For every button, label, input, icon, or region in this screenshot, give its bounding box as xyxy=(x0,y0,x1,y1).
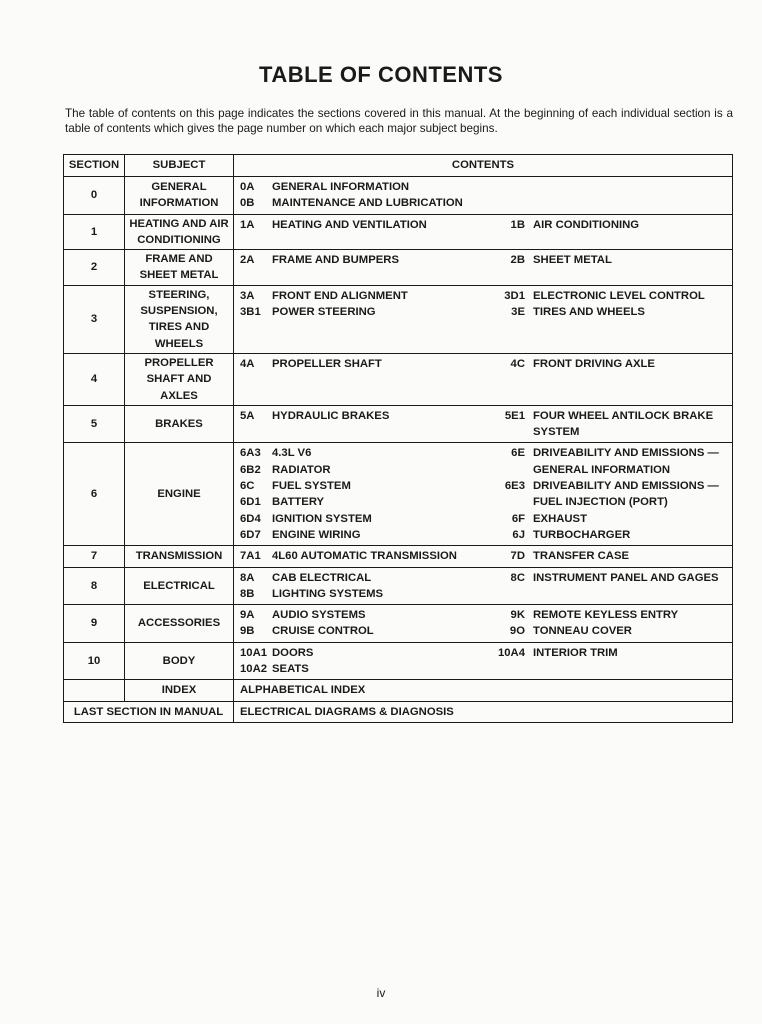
entry-title: POWER STEERING xyxy=(272,306,376,319)
entry-code: 6A3 xyxy=(240,447,261,460)
entry-code: 6D7 xyxy=(240,528,261,541)
contents-columns xyxy=(240,645,732,678)
entry-title: DRIVEABILITY AND EMISSIONS — FUEL INJECTION (PORT) xyxy=(533,480,719,509)
entry-code: 3A xyxy=(240,289,255,302)
contents-cell xyxy=(234,177,733,215)
contents-cell xyxy=(234,642,733,680)
contents-right-column xyxy=(493,179,732,212)
entry-code: 10A2 xyxy=(240,663,268,676)
entry-code: 6E xyxy=(511,447,525,460)
entry-title: EXHAUST xyxy=(533,512,587,525)
entry-title: DRIVEABILITY AND EMISSIONS — GENERAL INFORMATION xyxy=(533,447,719,476)
entry-code: 4A xyxy=(240,357,255,370)
entry-title: ELECTRONIC LEVEL CONTROL xyxy=(533,289,705,302)
entry-code: 6B2 xyxy=(240,463,261,476)
intro-paragraph: The table of contents on this page indicates the sections covered in this manual. At the beginning of each individual section is a table of contents which gives the page number on which each major subject begins. xyxy=(65,107,733,135)
entry-title: FRONT END ALIGNMENT xyxy=(272,289,408,302)
index-section-cell xyxy=(64,680,125,701)
entry-code: 3B1 xyxy=(240,306,261,319)
table-row xyxy=(64,250,733,286)
contents-entry xyxy=(240,607,493,623)
entry-code: 7D xyxy=(510,550,525,563)
contents-entry xyxy=(240,408,493,424)
table-row xyxy=(64,214,733,250)
contents-right-column xyxy=(493,288,732,321)
table-row xyxy=(64,443,733,546)
entry-code: 5E1 xyxy=(504,409,525,422)
contents-entry xyxy=(493,304,732,320)
table-header-row xyxy=(64,155,733,177)
entry-code: 8C xyxy=(510,571,525,584)
contents-entry xyxy=(240,527,493,543)
contents-entry xyxy=(493,511,732,527)
index-subject: INDEX xyxy=(125,680,234,701)
contents-entry xyxy=(240,548,493,564)
entry-title: AIR CONDITIONING xyxy=(533,218,640,231)
contents-cell xyxy=(234,353,733,405)
last-section-contents: ELECTRICAL DIAGRAMS & DIAGNOSIS xyxy=(234,701,733,722)
entry-code: 0B xyxy=(240,197,255,210)
contents-entry xyxy=(493,527,732,543)
section-number: 3 xyxy=(64,285,125,353)
table-row xyxy=(64,353,733,405)
entry-title: GENERAL INFORMATION xyxy=(272,181,410,193)
contents-cell xyxy=(234,546,733,567)
entry-code: 1B xyxy=(510,218,525,231)
contents-entry xyxy=(240,586,493,602)
entry-title: SHEET METAL xyxy=(533,254,612,267)
index-contents: ALPHABETICAL INDEX xyxy=(234,680,733,701)
contents-entry xyxy=(493,408,732,441)
entry-title: LIGHTING SYSTEMS xyxy=(272,587,384,600)
contents-left-column xyxy=(240,288,493,321)
subject-cell: ENGINE xyxy=(125,443,234,546)
header-contents: CONTENTS xyxy=(234,155,733,177)
contents-entry xyxy=(493,252,732,268)
entry-code: 9K xyxy=(510,609,525,622)
contents-entry xyxy=(240,570,493,586)
section-number: 5 xyxy=(64,405,125,443)
contents-left-column xyxy=(240,252,493,268)
contents-columns xyxy=(240,445,732,543)
entry-code: 5A xyxy=(240,409,255,422)
subject-cell: PROPELLER SHAFT AND AXLES xyxy=(125,353,234,405)
entry-code: 2B xyxy=(510,254,525,267)
contents-entry xyxy=(240,252,493,268)
entry-title: TRANSFER CASE xyxy=(533,550,630,563)
contents-entry xyxy=(240,356,493,372)
section-number: 8 xyxy=(64,567,125,605)
subject-cell: GENERAL INFORMATION xyxy=(125,177,234,215)
contents-entry xyxy=(493,607,732,623)
entry-code: 6E3 xyxy=(504,480,525,493)
contents-entry xyxy=(240,304,493,320)
contents-left-column xyxy=(240,548,493,564)
subject-cell: FRAME AND SHEET METAL xyxy=(125,250,234,286)
contents-entry xyxy=(240,623,493,639)
contents-left-column xyxy=(240,179,493,212)
contents-left-column xyxy=(240,570,493,603)
entry-title: BATTERY xyxy=(272,496,325,509)
contents-entry xyxy=(493,478,732,511)
contents-entry xyxy=(493,623,732,639)
entry-title: FOUR WHEEL ANTILOCK BRAKE SYSTEM xyxy=(533,409,714,439)
contents-left-column xyxy=(240,645,493,678)
entry-title: TONNEAU COVER xyxy=(533,625,632,638)
entry-title: TIRES AND WHEELS xyxy=(533,306,645,319)
entry-code: 3E xyxy=(511,306,525,319)
section-number: 9 xyxy=(64,605,125,643)
section-number: 2 xyxy=(64,250,125,286)
entry-title: IGNITION SYSTEM xyxy=(272,512,372,525)
entry-title: 4.3L V6 xyxy=(272,447,312,460)
entry-title: CAB ELECTRICAL xyxy=(272,571,372,584)
header-section: SECTION xyxy=(64,155,125,177)
contents-right-column xyxy=(493,645,732,678)
table-body xyxy=(64,177,733,723)
entry-title: TURBOCHARGER xyxy=(533,528,631,541)
contents-entry xyxy=(493,570,732,586)
page-number: iv xyxy=(376,986,386,1000)
contents-left-column xyxy=(240,408,493,441)
contents-columns xyxy=(240,179,732,212)
entry-title: PROPELLER SHAFT xyxy=(272,357,382,370)
index-row xyxy=(64,680,733,701)
page-title: TABLE OF CONTENTS xyxy=(259,62,503,87)
table-row xyxy=(64,405,733,443)
entry-code: 10A4 xyxy=(497,646,525,659)
contents-left-column xyxy=(240,217,493,233)
contents-table xyxy=(63,154,733,723)
entry-code: 6D4 xyxy=(240,512,261,525)
last-section-row xyxy=(64,701,733,722)
section-number: 4 xyxy=(64,353,125,405)
contents-entry xyxy=(240,462,493,478)
entry-code: 4C xyxy=(510,357,525,370)
contents-entry xyxy=(240,179,493,195)
entry-title: CRUISE CONTROL xyxy=(272,625,374,638)
entry-code: 6C xyxy=(240,480,255,493)
entry-code: 2A xyxy=(240,254,255,267)
entry-code: 1A xyxy=(240,218,255,231)
contents-columns xyxy=(240,288,732,321)
section-number: 7 xyxy=(64,546,125,567)
subject-cell: ELECTRICAL xyxy=(125,567,234,605)
contents-entry xyxy=(240,645,493,661)
contents-entry xyxy=(493,356,732,372)
section-number: 1 xyxy=(64,214,125,250)
contents-left-column xyxy=(240,607,493,640)
table-row xyxy=(64,567,733,605)
section-number: 6 xyxy=(64,443,125,546)
contents-entry xyxy=(240,195,493,211)
contents-cell xyxy=(234,567,733,605)
subject-cell: BRAKES xyxy=(125,405,234,443)
table-row xyxy=(64,285,733,353)
entry-title: 4L60 AUTOMATIC TRANSMISSION xyxy=(272,550,457,563)
contents-entry xyxy=(240,288,493,304)
contents-entry xyxy=(493,645,732,661)
entry-code: 6D1 xyxy=(240,496,261,509)
contents-cell xyxy=(234,285,733,353)
entry-code: 6J xyxy=(512,528,525,541)
contents-entry xyxy=(493,217,732,233)
contents-cell xyxy=(234,405,733,443)
table-row xyxy=(64,177,733,215)
entry-title: FRONT DRIVING AXLE xyxy=(533,357,655,370)
contents-entry xyxy=(240,511,493,527)
table-row xyxy=(64,642,733,680)
contents-right-column xyxy=(493,356,732,372)
last-section-subject: LAST SECTION IN MANUAL xyxy=(64,701,234,722)
contents-columns xyxy=(240,408,732,441)
entry-title: ENGINE WIRING xyxy=(272,528,361,541)
contents-right-column xyxy=(493,217,732,233)
contents-entry xyxy=(240,478,493,494)
entry-code: 8A xyxy=(240,571,255,584)
contents-entry xyxy=(240,217,493,233)
entry-code: 10A1 xyxy=(240,646,268,659)
contents-right-column xyxy=(493,570,732,603)
table-row xyxy=(64,546,733,567)
contents-columns xyxy=(240,548,732,564)
section-number: 0 xyxy=(64,177,125,215)
contents-entry xyxy=(493,445,732,478)
entry-title: REMOTE KEYLESS ENTRY xyxy=(533,609,679,622)
contents-right-column xyxy=(493,445,732,543)
contents-right-column xyxy=(493,252,732,268)
entry-title: SEATS xyxy=(272,663,309,676)
contents-cell xyxy=(234,250,733,286)
entry-code: 6F xyxy=(511,512,525,525)
entry-title: RADIATOR xyxy=(272,463,331,476)
contents-entry xyxy=(240,445,493,461)
contents-columns xyxy=(240,356,732,372)
contents-entry xyxy=(240,494,493,510)
entry-title: FRAME AND BUMPERS xyxy=(272,254,399,267)
entry-title: INTERIOR TRIM xyxy=(533,646,618,659)
contents-entry xyxy=(493,288,732,304)
contents-entry xyxy=(493,548,732,564)
subject-cell: ACCESSORIES xyxy=(125,605,234,643)
entry-title: DOORS xyxy=(272,646,314,659)
contents-columns xyxy=(240,570,732,603)
contents-cell xyxy=(234,214,733,250)
entry-code: 8B xyxy=(240,587,255,600)
contents-columns xyxy=(240,607,732,640)
subject-cell: STEERING, SUSPENSION, TIRES AND WHEELS xyxy=(125,285,234,353)
contents-cell xyxy=(234,443,733,546)
entry-title: INSTRUMENT PANEL AND GAGES xyxy=(533,571,719,584)
contents-columns xyxy=(240,217,732,233)
entry-code: 3D1 xyxy=(504,289,525,302)
contents-right-column xyxy=(493,548,732,564)
contents-right-column xyxy=(493,607,732,640)
entry-code: 9O xyxy=(509,625,525,638)
subject-cell: BODY xyxy=(125,642,234,680)
subject-cell: HEATING AND AIR CONDITIONING xyxy=(125,214,234,250)
entry-title: HEATING AND VENTILATION xyxy=(272,218,427,231)
entry-code: 0A xyxy=(240,181,255,193)
contents-left-column xyxy=(240,356,493,372)
header-subject: SUBJECT xyxy=(125,155,234,177)
contents-columns xyxy=(240,252,732,268)
entry-code: 9A xyxy=(240,609,255,622)
entry-title: MAINTENANCE AND LUBRICATION xyxy=(272,197,463,210)
table-row xyxy=(64,605,733,643)
subject-cell: TRANSMISSION xyxy=(125,546,234,567)
entry-title: FUEL SYSTEM xyxy=(272,480,351,493)
entry-code: 9B xyxy=(240,625,255,638)
contents-right-column xyxy=(493,408,732,441)
contents-entry xyxy=(240,661,493,677)
contents-left-column xyxy=(240,445,493,543)
entry-title: HYDRAULIC BRAKES xyxy=(272,409,390,422)
entry-code: 7A1 xyxy=(240,550,261,563)
contents-cell xyxy=(234,605,733,643)
section-number: 10 xyxy=(64,642,125,680)
entry-title: AUDIO SYSTEMS xyxy=(272,609,366,622)
